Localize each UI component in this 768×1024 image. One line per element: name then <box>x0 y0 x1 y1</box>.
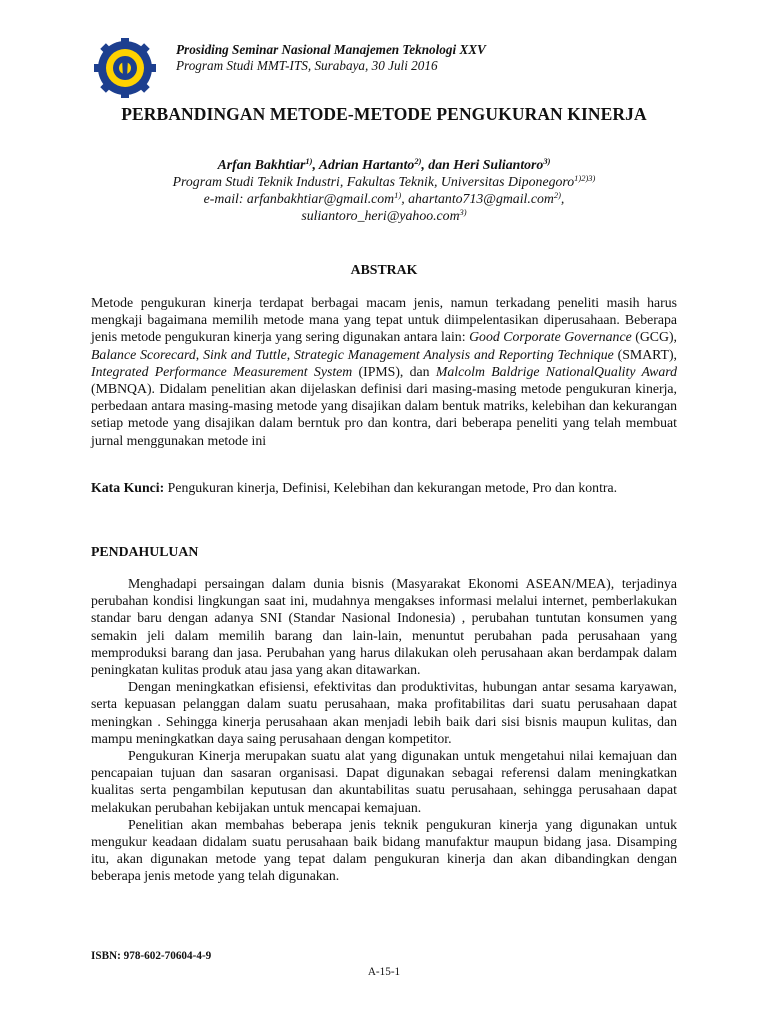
author-names <box>0 156 768 173</box>
email-2: , ahartanto713@gmail.com <box>401 191 554 206</box>
abstract-body <box>91 294 677 449</box>
author-block <box>0 156 768 224</box>
body-paragraph: Pengukuran Kinerja merupakan suatu alat yang digunakan untuk mengetahui nilai kemajuan dan pencapaian tujuan dan sasaran organisasi. Dapat digunakan sebagai referensi dalam meningkatkan kualitas serta pengambilan keputusan dan akuntabilitas suatu perusahaan, sehingga perusahaan dapat melakukan perubahan kebijakan untuk mencapai kemajuan. <box>91 748 677 815</box>
author-1: Arfan Bakhtiar <box>217 157 306 172</box>
affiliation <box>0 173 768 190</box>
abstract-text-1: Metode pengukuran kinerja terdapat berbagai macam jenis, namun terkadang peneliti masih harus mengkaji bagaimana memilih metode mana yang tepat untuk diimpelentasikan diperusahaan. Beberapa jenis metode pengukuran kinerja yang sering digunakan antara lain: <box>91 295 677 345</box>
paper-title: PERBANDINGAN METODE-METODE PENGUKURAN KINERJA <box>121 104 647 124</box>
page-number: A-15-1 <box>367 966 401 978</box>
email-line-1 <box>0 190 768 207</box>
email-2-comma: , <box>560 191 565 206</box>
introduction-body <box>91 575 677 885</box>
abstract-term-bsc: Balance Scorecard <box>91 346 196 362</box>
email-3: suliantoro_heri@yahoo.com <box>301 208 460 223</box>
abstract-text-6: (IPMS), dan <box>352 363 436 379</box>
email-3-sup: 3) <box>459 207 467 217</box>
affiliation-text: Program Studi Teknik Industri, Fakultas Teknik, Universitas Diponegoro <box>172 174 575 189</box>
email-line-2 <box>0 207 768 224</box>
email-1: e-mail: arfanbakhtiar@gmail.com <box>203 191 395 206</box>
abstract-heading: ABSTRAK <box>350 262 418 277</box>
body-paragraph: Penelitian akan membahas beberapa jenis teknik pengukuran kinerja yang digunakan untuk mengukur keadaan didalam suatu perusahaan baik bidang manufaktur maupun bidang jasa. Disamping itu, akan digunakan metode yang tepat dalam pengukuran kinerja dan akan dibandingkan dengan beberapa jenis metode yang telah digunakan. <box>91 816 677 884</box>
section-heading: PENDAHULUAN <box>91 544 199 559</box>
abstract-text-5: (SMART), <box>613 346 678 362</box>
author-3-sup: 3) <box>543 156 551 166</box>
abstract-term-smart: Strategic Management Analysis and Reporting Technique <box>294 346 614 362</box>
proceedings-header <box>176 42 486 74</box>
author-2: , Adrian Hartanto <box>312 157 415 172</box>
abstract-text-7: (MBNQA). Didalam penelitian akan dijelaskan definisi dari masing-masing metode pengukuran kinerja, perbedaan antara masing-masing metode yang disajikan dalam bentuk matriks, kelebihan dan kekurangan setiap metode yang disajikan dalam berntuk pro dan kontra, dari beberapa peneliti yang telah membuat jurnal menggunakan metode ini <box>91 381 677 448</box>
abstract-text-3: , <box>195 346 204 362</box>
email-2-sup: 2) <box>553 190 561 200</box>
isbn: ISBN: 978-602-70604-4-9 <box>91 950 212 962</box>
proceedings-subtitle: Program Studi MMT-ITS, Surabaya, 30 Juli 2016 <box>176 58 438 73</box>
its-gear-logo-icon <box>90 38 160 98</box>
keywords-paragraph <box>91 479 677 496</box>
keywords-label: Kata Kunci: <box>91 480 165 495</box>
abstract-text-2: (GCG), <box>631 329 677 345</box>
body-paragraph: Dengan meningkatkan efisiensi, efektivitas dan produktivitas, hubungan antar sesama karyawan, serta kepuasan pelanggan dalam suatu perusahaan, maka profitabilitas dari suatu perusahaan dapat meningkan . Sehingga kinerja perusahaan akan menjadi lebih baik dari sisi bisnis maupun kulitas, dan mampu meningkatkan daya saing perusahaan dengan kompetitor. <box>91 679 677 746</box>
keywords-text: Pengukuran kinerja, Definisi, Kelebihan dan kekurangan metode, Pro dan kontra. <box>164 480 618 495</box>
abstract-term-gcg: Good Corporate Governance <box>469 329 632 345</box>
abstract-term-sink-tuttle: Sink and Tuttle <box>203 346 287 362</box>
author-1-sup: 1) <box>305 156 313 166</box>
author-3: , dan Heri Suliantoro <box>421 157 544 172</box>
email-1-sup: 1) <box>394 190 402 200</box>
abstract-term-mbnqa: Malcolm Baldrige NationalQuality Award <box>435 363 677 379</box>
keywords <box>91 479 677 496</box>
body-paragraph: Menghadapi persaingan dalam dunia bisnis (Masyarakat Ekonomi ASEAN/MEA), terjadinya perubahan kondisi lingkungan saat ini, mudahnya mengakses informasi melalui internet, pemberlakukan standar baru dengan adanya SNI (Standar Nasional Indonesia) , perubahan tuntutan konsumen yang semakin jeli dalam memilih barang dan lain-lain, menuntut perubahan pada perusahaan yang memproduksi barang dan jasa. Perubahan yang harus dilakukan oleh perusahaan akan berdampak dalam peningkatan kulitas produk atau jasa yang akan ditawarkan. <box>91 576 677 678</box>
abstract-text-4: , <box>286 346 295 362</box>
abstract-term-ipms: Integrated Performance Measurement System <box>91 363 353 379</box>
author-2-sup: 2) <box>414 156 422 166</box>
proceedings-title: Prosiding Seminar Nasional Manajemen Teknologi XXV <box>176 42 486 57</box>
abstract-paragraph <box>91 294 677 449</box>
affiliation-sup: 1)2)3) <box>574 173 596 183</box>
